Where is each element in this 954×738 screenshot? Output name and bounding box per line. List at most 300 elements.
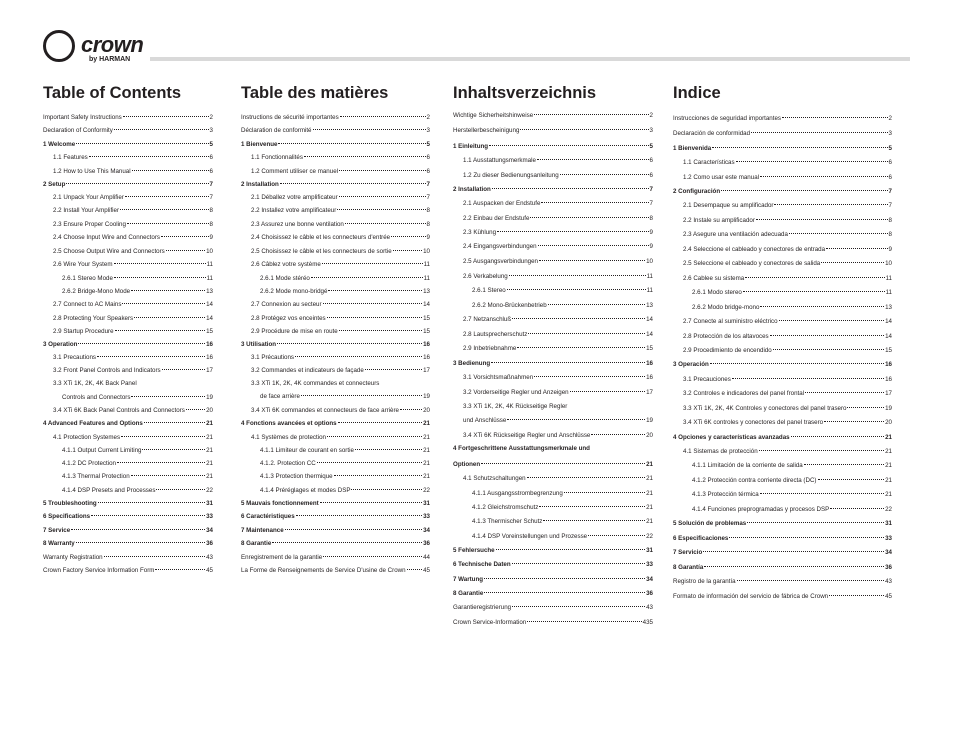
toc-entry[interactable]: [43, 539, 213, 548]
toc-leader: [530, 217, 648, 218]
toc-entry[interactable]: [673, 461, 892, 470]
toc-page-number: 6: [649, 157, 653, 164]
toc-entry[interactable]: [241, 366, 430, 375]
toc-leader: [824, 421, 884, 422]
toc-entry[interactable]: [453, 257, 653, 266]
toc-entry[interactable]: [241, 247, 430, 256]
toc-entry-title: 2.9 Startup Procedure: [53, 328, 114, 335]
toc-entry-title: 2.5 Seleccione el cableado y conectores de salida: [683, 260, 821, 267]
toc-leader: [340, 116, 426, 117]
toc-entry[interactable]: [43, 499, 213, 508]
toc-entry[interactable]: [673, 144, 892, 153]
toc-leader: [774, 204, 887, 205]
toc-entry[interactable]: [43, 113, 213, 122]
toc-title: Inhaltsverzeichnis: [453, 84, 597, 102]
toc-entry[interactable]: [241, 300, 430, 309]
toc-entry[interactable]: [453, 330, 653, 339]
toc-entry[interactable]: [673, 505, 892, 514]
toc-entry[interactable]: [453, 603, 653, 612]
toc-entry-title: Herstellerbescheinigung: [453, 127, 520, 134]
toc-page-number: 21: [646, 490, 653, 497]
toc-entry[interactable]: [43, 220, 213, 229]
toc-page-number: 7: [209, 194, 213, 201]
toc-entry[interactable]: [241, 113, 430, 122]
toc-entry[interactable]: [43, 233, 213, 242]
toc-entry[interactable]: [43, 566, 213, 575]
toc-entry[interactable]: [241, 314, 430, 323]
toc-entry[interactable]: [241, 220, 430, 229]
toc-entry[interactable]: [241, 340, 430, 349]
toc-page-number: 8: [426, 207, 430, 214]
toc-entry-title: 4.1 Systèmes de protection: [251, 434, 326, 441]
toc-entry[interactable]: [241, 419, 430, 428]
toc-leader: [132, 170, 209, 171]
toc-entry-title: 2.4 Eingangsverbindungen: [463, 243, 537, 250]
toc-entry-title: 4 Fonctions avancées et options: [241, 420, 337, 427]
toc-entry[interactable]: [673, 447, 892, 456]
toc-entry[interactable]: [673, 173, 892, 182]
toc-entry[interactable]: [453, 489, 653, 498]
toc-page-number: 21: [885, 477, 892, 484]
toc-leader: [512, 606, 645, 607]
toc-entry-title: 4.1.4 DSP Voreinstellungen und Prozesse: [472, 533, 588, 540]
toc-leader: [745, 277, 884, 278]
toc-entry-title: 4.1.3 Thermal Protection: [62, 473, 130, 480]
toc-leader: [338, 422, 423, 423]
toc-entry-title: 1 Einleitung: [453, 143, 489, 150]
toc-entry[interactable]: [43, 153, 213, 162]
toc-entry-title: 7 Servicio: [673, 549, 703, 556]
toc-entry-title: 4.1.4 Funciones preprogramadas y procesos DSP: [692, 506, 830, 513]
toc-entry[interactable]: [673, 317, 892, 326]
toc-entry[interactable]: [241, 459, 430, 468]
toc-page-number: 6: [426, 168, 430, 175]
toc-entry-title: 3.3 XTi 1K, 2K, 4K Controles y conectores del panel trasero: [683, 405, 847, 412]
toc-entry[interactable]: [241, 140, 430, 149]
toc-entry[interactable]: [43, 486, 213, 495]
toc-leader: [830, 508, 884, 509]
toc-entry[interactable]: [453, 431, 653, 440]
toc-leader: [534, 376, 645, 377]
toc-entry[interactable]: [673, 433, 892, 442]
toc-entry-title: 3.2 Vorderseitige Regler und Anzeigen: [463, 389, 569, 396]
toc-entry-title: Registro de la garantía: [673, 578, 736, 585]
toc-page-number: 21: [423, 447, 430, 454]
toc-entry[interactable]: [453, 589, 653, 598]
toc-entry[interactable]: [241, 406, 430, 415]
toc-entry-title: 3.1 Precautions: [53, 354, 96, 361]
toc-entry-title: 3.3 XTi 1K, 2K, 4K Back Panel: [53, 380, 137, 387]
toc-entry[interactable]: [241, 167, 430, 176]
toc-entry[interactable]: [43, 419, 213, 428]
toc-entry[interactable]: [453, 474, 653, 483]
toc-entry[interactable]: [673, 201, 892, 210]
toc-entry-title: 2.6 Wire Your System: [53, 261, 113, 268]
toc-entry-title: 4.1.4 Préréglages et modes DSP: [260, 487, 351, 494]
toc-page-number: 7: [426, 181, 430, 188]
toc-leader: [791, 436, 885, 437]
toc-entry[interactable]: [453, 546, 653, 555]
toc-entry-title: 2.6 Câblez votre système: [251, 261, 321, 268]
toc-page-number: 5: [426, 141, 430, 148]
toc-entry-title: 1 Bienvenue: [241, 141, 278, 148]
toc-leader: [541, 202, 648, 203]
toc-page-number: 16: [423, 341, 430, 348]
toc-entry[interactable]: [43, 260, 213, 269]
toc-entry-title: 1.1 Características: [683, 159, 735, 166]
toc-entry[interactable]: [453, 402, 653, 411]
toc-leader: [327, 436, 422, 437]
toc-entry-title: 3 Utilisation: [241, 341, 277, 348]
toc-entry-title: 2.4 Choisissez le câble et les connecteurs d'entrée: [251, 234, 391, 241]
toc-entry-title: 1.1 Features: [53, 154, 88, 161]
toc-page-number: 13: [206, 288, 213, 295]
toc-leader: [527, 477, 646, 478]
toc-entry[interactable]: [673, 332, 892, 341]
toc-entry[interactable]: [43, 433, 213, 442]
toc-leader: [104, 556, 206, 557]
toc-entry-title: 2.3 Ensure Proper Cooling: [53, 221, 126, 228]
toc-entry-title: 2.1 Unpack Your Amplifier: [53, 194, 124, 201]
toc-entry[interactable]: [241, 499, 430, 508]
toc-entry[interactable]: [673, 519, 892, 528]
toc-entry[interactable]: [673, 563, 892, 572]
toc-entry[interactable]: [241, 287, 430, 296]
toc-entry-title: 2.2 Instale su amplificador: [683, 217, 755, 224]
toc-entry[interactable]: [453, 388, 653, 397]
toc-entry[interactable]: [43, 446, 213, 455]
toc-entry[interactable]: [673, 346, 892, 355]
toc-entry[interactable]: [241, 260, 430, 269]
toc-entry[interactable]: [453, 444, 653, 453]
toc-leader: [543, 520, 645, 521]
toc-page-number: 20: [885, 419, 892, 426]
toc-entry-title: 4.1 Schutzschaltungen: [463, 475, 526, 482]
toc-entry[interactable]: [241, 379, 430, 388]
toc-leader: [66, 183, 208, 184]
toc-entry-title: 2.6.2 Mode mono-bridgé: [260, 288, 328, 295]
toc-entry[interactable]: [453, 286, 653, 295]
toc-entry-title: 2.5 Choose Output Wire and Connectors: [53, 248, 165, 255]
toc-page-number: 21: [423, 460, 430, 467]
toc-entry-title: 2.1 Déballez votre amplificateur: [251, 194, 338, 201]
toc-entry[interactable]: [453, 272, 653, 281]
toc-leader: [327, 317, 422, 318]
toc-entry[interactable]: [673, 245, 892, 254]
toc-entry[interactable]: [43, 366, 213, 375]
toc-page-number: 7: [649, 186, 653, 193]
toc-page-number: 31: [206, 500, 213, 507]
toc-entry[interactable]: [43, 393, 213, 402]
brand-sub: by HARMAN: [89, 56, 131, 63]
toc-entry[interactable]: [241, 153, 430, 162]
toc-page-number: 14: [423, 301, 430, 308]
toc-entry[interactable]: [43, 526, 213, 535]
toc-entry-title: 2.6 Cablee su sistema: [683, 275, 745, 282]
toc-leader: [323, 556, 422, 557]
toc-leader: [313, 129, 426, 130]
toc-entry-title: 3 Operación: [673, 361, 709, 368]
toc-entry[interactable]: [673, 114, 892, 123]
toc-entry[interactable]: [673, 216, 892, 225]
crown-emblem-icon: [43, 30, 75, 62]
toc-entry[interactable]: [43, 459, 213, 468]
toc-page-number: 11: [423, 275, 430, 282]
toc-entry[interactable]: [43, 314, 213, 323]
toc-entry-title: 2.7 Conecte al suministro eléctrico: [683, 318, 778, 325]
toc-entry[interactable]: [673, 274, 892, 283]
toc-column-3: [453, 82, 653, 626]
toc-entry[interactable]: [673, 303, 892, 312]
toc-entry[interactable]: [453, 359, 653, 368]
toc-leader: [393, 250, 422, 251]
toc-entry[interactable]: [43, 180, 213, 189]
toc-leader: [770, 335, 884, 336]
toc-leader: [317, 462, 422, 463]
toc-entry[interactable]: [241, 433, 430, 442]
toc-entry[interactable]: [453, 126, 653, 135]
toc-entry[interactable]: [453, 301, 653, 310]
toc-entry[interactable]: [453, 171, 653, 180]
toc-entry-title: 6 Caractéristiques: [241, 513, 295, 520]
toc-entry-title: 4.1.1 Ausgangsstrombegrenzung: [472, 490, 563, 497]
toc-entry[interactable]: [241, 526, 430, 535]
toc-page-number: 31: [423, 500, 430, 507]
toc-entry[interactable]: [453, 416, 653, 425]
toc-leader: [570, 391, 646, 392]
toc-leader: [721, 190, 887, 191]
toc-entry[interactable]: [43, 340, 213, 349]
toc-entry[interactable]: [241, 206, 430, 215]
toc-entry[interactable]: [453, 373, 653, 382]
toc-entry[interactable]: [241, 566, 430, 575]
toc-entry[interactable]: [673, 288, 892, 297]
toc-entry[interactable]: [673, 490, 892, 499]
toc-page-number: 3: [426, 127, 430, 134]
toc-page-number: 14: [885, 318, 892, 325]
toc-page-number: 16: [646, 374, 653, 381]
toc-page-number: 11: [646, 273, 653, 280]
toc-entry[interactable]: [673, 375, 892, 384]
toc-entry[interactable]: [43, 327, 213, 336]
toc-leader: [97, 356, 205, 357]
toc-leader: [829, 595, 884, 596]
toc-entry[interactable]: [241, 553, 430, 562]
toc-entry[interactable]: [43, 126, 213, 135]
toc-entry[interactable]: [453, 532, 653, 541]
toc-leader: [76, 542, 205, 543]
toc-entry[interactable]: [453, 199, 653, 208]
toc-leader: [712, 147, 887, 148]
toc-entry-title: 4.1.2 DC Protection: [62, 460, 116, 467]
toc-page-number: 34: [206, 527, 213, 534]
toc-entry[interactable]: [241, 353, 430, 362]
toc-entry[interactable]: [43, 206, 213, 215]
toc-entry[interactable]: [43, 300, 213, 309]
toc-leader: [277, 343, 422, 344]
toc-page-number: 19: [423, 393, 430, 400]
toc-entry[interactable]: [673, 404, 892, 413]
toc-leader: [729, 537, 884, 538]
toc-page-number: 14: [646, 316, 653, 323]
toc-page-number: 7: [649, 200, 653, 207]
toc-entry-title: 4 Fortgeschrittene Ausstattungsmerkmale und: [453, 445, 590, 452]
toc-entry[interactable]: [673, 476, 892, 485]
toc-title: Indice: [673, 84, 721, 102]
toc-entry[interactable]: [43, 406, 213, 415]
toc-leader: [365, 369, 422, 370]
toc-entry[interactable]: [453, 460, 653, 469]
toc-page-number: 36: [206, 540, 213, 547]
toc-page-number: 15: [423, 328, 430, 335]
toc-entry-title: Warranty Registration: [43, 554, 103, 561]
toc-entry[interactable]: [241, 472, 430, 481]
toc-entry[interactable]: [241, 539, 430, 548]
toc-page-number: 15: [206, 328, 213, 335]
toc-entry[interactable]: [673, 158, 892, 167]
toc-entry[interactable]: [43, 193, 213, 202]
toc-entry[interactable]: [453, 344, 653, 353]
toc-page-number: 13: [885, 304, 892, 311]
toc-entry[interactable]: [673, 187, 892, 196]
toc-entry[interactable]: [241, 327, 430, 336]
toc-entry[interactable]: [43, 472, 213, 481]
toc-page-number: 6: [888, 159, 892, 166]
toc-entry[interactable]: [673, 592, 892, 601]
toc-entry[interactable]: [241, 446, 430, 455]
toc-entry[interactable]: [453, 575, 653, 584]
toc-entry[interactable]: [43, 512, 213, 521]
toc-entry[interactable]: [673, 534, 892, 543]
toc-entry[interactable]: [453, 228, 653, 237]
toc-entry-title: 1 Bienvenida: [673, 145, 712, 152]
toc-entry[interactable]: [241, 392, 430, 401]
toc-page-number: 34: [885, 549, 892, 556]
toc-leader: [512, 318, 645, 319]
toc-entry[interactable]: [453, 618, 653, 627]
toc-entry[interactable]: [453, 156, 653, 165]
toc-page-number: 21: [885, 448, 892, 455]
toc-leader: [564, 492, 645, 493]
toc-entry-title: 3 Bedienung: [453, 360, 491, 367]
toc-leader: [818, 479, 885, 480]
toc-entry-title: 2 Installation: [241, 181, 279, 188]
toc-entry-title: 2.3 Kühlung: [463, 229, 497, 236]
toc-entry-title: 3.4 XTi 6K commandes et connecteurs de face arrière: [251, 407, 400, 414]
toc-entry-title: 2 Configuración: [673, 188, 721, 195]
toc-entry[interactable]: [453, 503, 653, 512]
toc-entry[interactable]: [673, 129, 892, 138]
toc-entry[interactable]: [453, 142, 653, 151]
toc-leader: [747, 522, 884, 523]
toc-entry[interactable]: [43, 274, 213, 283]
toc-entry[interactable]: [43, 247, 213, 256]
toc-entry[interactable]: [673, 230, 892, 239]
toc-page-number: 16: [423, 354, 430, 361]
toc-leader: [71, 529, 205, 530]
toc-entry[interactable]: [43, 140, 213, 149]
toc-leader: [782, 117, 888, 118]
toc-entry[interactable]: [453, 214, 653, 223]
toc-entry[interactable]: [241, 126, 430, 135]
toc-entry[interactable]: [43, 167, 213, 176]
toc-entry-title: 5 Fehlersuche: [453, 547, 495, 554]
toc-entry[interactable]: [43, 287, 213, 296]
toc-entry[interactable]: [673, 548, 892, 557]
toc-leader: [114, 129, 209, 130]
toc-page-number: 8: [888, 217, 892, 224]
toc-entry[interactable]: [241, 233, 430, 242]
toc-entry[interactable]: [453, 242, 653, 251]
toc-page-number: 9: [426, 234, 430, 241]
toc-leader: [737, 580, 885, 581]
toc-leader: [704, 566, 884, 567]
toc-entry[interactable]: [241, 512, 430, 521]
toc-entry[interactable]: [673, 577, 892, 586]
toc-entry-title: Instructions de sécurité importantes: [241, 114, 339, 121]
toc-entry[interactable]: [43, 553, 213, 562]
toc-entry-title: 4.1.2 Gleichstromschutz: [472, 504, 539, 511]
toc-entry[interactable]: [241, 193, 430, 202]
toc-leader: [759, 450, 884, 451]
toc-entry[interactable]: [673, 389, 892, 398]
toc-entry-title: 4 Advanced Features and Options: [43, 420, 143, 427]
toc-entry-title: 3.2 Controles e indicadores del panel frontal: [683, 390, 805, 397]
toc-page-number: 13: [423, 288, 430, 295]
toc-entry[interactable]: [453, 560, 653, 569]
toc-entry[interactable]: [673, 418, 892, 427]
toc-entry[interactable]: [241, 180, 430, 189]
toc-entry-title: 3.3 XTi 1K, 2K, 4K Rückseitige Regler: [463, 403, 568, 410]
toc-entry-title: 2.7 Connect to AC Mains: [53, 301, 122, 308]
toc-entry-title: 7 Maintenance: [241, 527, 284, 534]
toc-entry-title: Instrucciones de seguridad importantes: [673, 115, 781, 122]
toc-page-number: 43: [885, 578, 892, 585]
toc-entry[interactable]: [241, 274, 430, 283]
toc-entry-title: Optionen: [453, 461, 481, 468]
toc-entry-title: 8 Warranty: [43, 540, 75, 547]
toc-entry[interactable]: [673, 259, 892, 268]
toc-leader: [804, 464, 884, 465]
toc-entry-title: 2.6.2 Mono-Brückenbetrieb: [472, 302, 547, 309]
brand-name: crown: [81, 32, 144, 57]
toc-leader: [391, 236, 425, 237]
toc-leader: [125, 196, 209, 197]
toc-page-number: 31: [646, 547, 653, 554]
toc-entry[interactable]: [43, 379, 213, 388]
toc-page-number: 21: [206, 447, 213, 454]
toc-entry[interactable]: [453, 517, 653, 526]
toc-page-number: 3: [649, 127, 653, 134]
toc-leader: [114, 263, 206, 264]
toc-entry-title: 3.1 Vorsichtsmaßnahmen: [463, 374, 534, 381]
toc-entry[interactable]: [43, 353, 213, 362]
toc-entry[interactable]: [241, 486, 430, 495]
toc-entry[interactable]: [673, 360, 892, 369]
toc-entry[interactable]: [453, 111, 653, 120]
toc-leader: [131, 290, 205, 291]
toc-leader: [805, 392, 884, 393]
toc-leader: [760, 493, 884, 494]
toc-page-number: 21: [206, 473, 213, 480]
toc-entry-title: 1.2 Zu dieser Bedienungsanleitung: [463, 172, 559, 179]
toc-entry-title: 2.8 Protección de los altavoces: [683, 333, 769, 340]
toc-leader: [743, 291, 885, 292]
toc-leader: [285, 529, 422, 530]
toc-entry-title: Enregistrement de la garantie: [241, 554, 323, 561]
toc-entry[interactable]: [453, 315, 653, 324]
toc-entry[interactable]: [453, 185, 653, 194]
